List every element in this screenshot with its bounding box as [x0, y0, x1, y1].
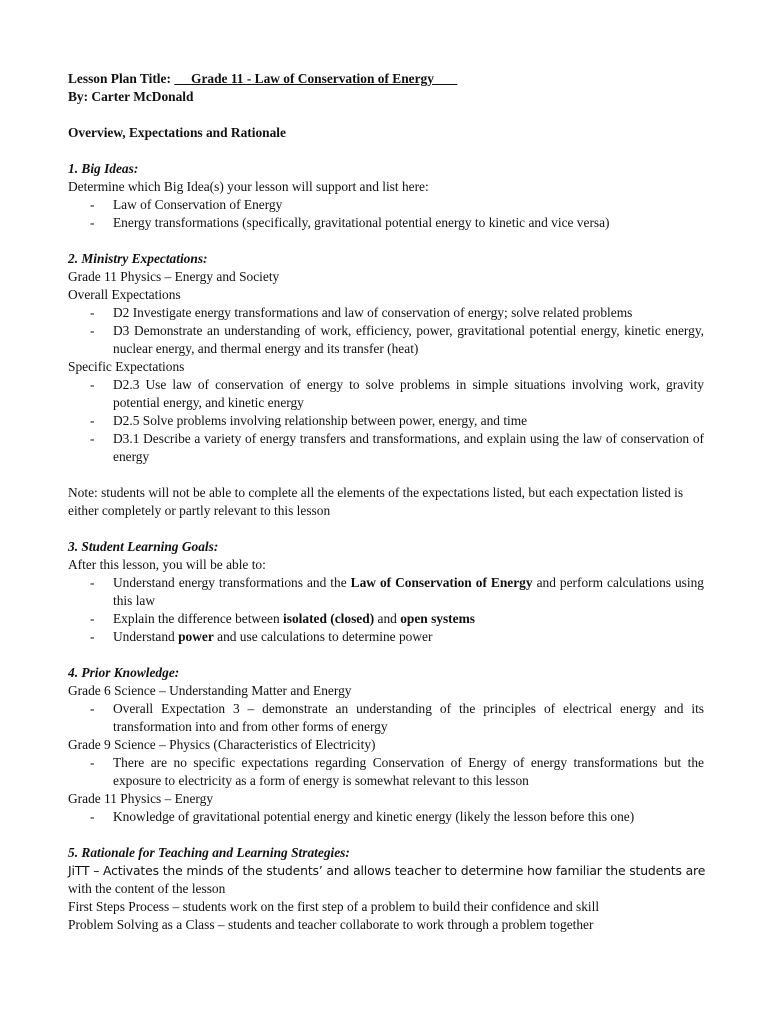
- list-item: - Explain the difference between isolated (closed) and open systems: [90, 611, 475, 626]
- lesson-plan-page: [68, 70, 704, 934]
- specific-expectations-label: Specific Expectations: [68, 359, 185, 374]
- learning-goals-intro: After this lesson, you will be able to:: [68, 557, 266, 572]
- lesson-title-line: [68, 70, 704, 88]
- list-item: - Energy transformations (specifically, gravitational potential energy to kinetic and vice versa): [90, 215, 610, 230]
- list-item: - Overall Expectation 3 – demonstrate an understanding of the principles of electrical energy and its transformation into and from other forms of energy: [90, 701, 704, 734]
- overview-heading: Overview, Expectations and Rationale: [68, 125, 286, 140]
- list-item: - D2.5 Solve problems involving relationship between power, energy, and time: [90, 413, 528, 428]
- author-line: By: Carter McDonald: [68, 89, 194, 104]
- prior-knowledge-heading: 4. Prior Knowledge:: [68, 665, 180, 680]
- big-ideas-intro: Determine which Big Idea(s) your lesson will support and list here:: [68, 179, 429, 194]
- list-item: - Understand energy transformations and the Law of Conservation of Energy and perform calculations using this law: [90, 575, 704, 608]
- list-item: - D3 Demonstrate an understanding of work, efficiency, power, gravitational potential energy, kinetic energy, nuclear energy, and thermal energy and its transfer (heat): [90, 323, 704, 356]
- ministry-heading: 2. Ministry Expectations:: [68, 251, 208, 266]
- rationale-jitt-continued: with the content of the lesson: [68, 881, 226, 896]
- list-item: - Law of Conservation of Energy: [90, 197, 283, 212]
- list-item: - Understand power and use calculations to determine power: [90, 629, 433, 644]
- prior-grade11: Grade 11 Physics – Energy: [68, 791, 214, 806]
- prior-grade6: Grade 6 Science – Understanding Matter and Energy: [68, 683, 352, 698]
- list-item: - D2.3 Use law of conservation of energy to solve problems in simple situations involving work, gravity potential energy, and kinetic energy: [90, 377, 704, 410]
- list-item: - D3.1 Describe a variety of energy transfers and transformations, and explain using the law of conservation of energy: [90, 431, 704, 464]
- list-item: - There are no specific expectations regarding Conservation of Energy of energy transformations but the exposure to electricity as a form of energy is somewhat relevant to this lesson: [90, 755, 704, 788]
- big-ideas-heading: 1. Big Ideas:: [68, 161, 139, 176]
- overall-expectations-label: Overall Expectations: [68, 287, 181, 302]
- rationale-class-problem-solving: Problem Solving as a Class – students and teacher collaborate to work through a problem together: [68, 917, 594, 932]
- ministry-course: Grade 11 Physics – Energy and Society: [68, 269, 280, 284]
- lesson-title-label: Lesson Plan Title:: [68, 71, 171, 86]
- rationale-first-steps: First Steps Process – students work on the first step of a problem to build their confidence and skill: [68, 899, 600, 914]
- rationale-jitt: JiTT – Activates the minds of the students’ and allows teacher to determine how familiar the students are: [68, 863, 706, 878]
- list-item: - Knowledge of gravitational potential energy and kinetic energy (likely the lesson before this one): [90, 809, 635, 824]
- rationale-heading: 5. Rationale for Teaching and Learning Strategies:: [68, 845, 350, 860]
- lesson-title-value: Grade 11 - Law of Conservation of Energy: [191, 71, 434, 86]
- prior-grade9: Grade 9 Science – Physics (Characteristics of Electricity): [68, 737, 376, 752]
- list-item: - D2 Investigate energy transformations and law of conservation of energy; solve related problems: [90, 305, 633, 320]
- expectations-note: Note: students will not be able to complete all the elements of the expectations listed, but each expectation listed is either completely or partly relevant to this lesson: [68, 485, 684, 518]
- learning-goals-heading: 3. Student Learning Goals:: [68, 539, 219, 554]
